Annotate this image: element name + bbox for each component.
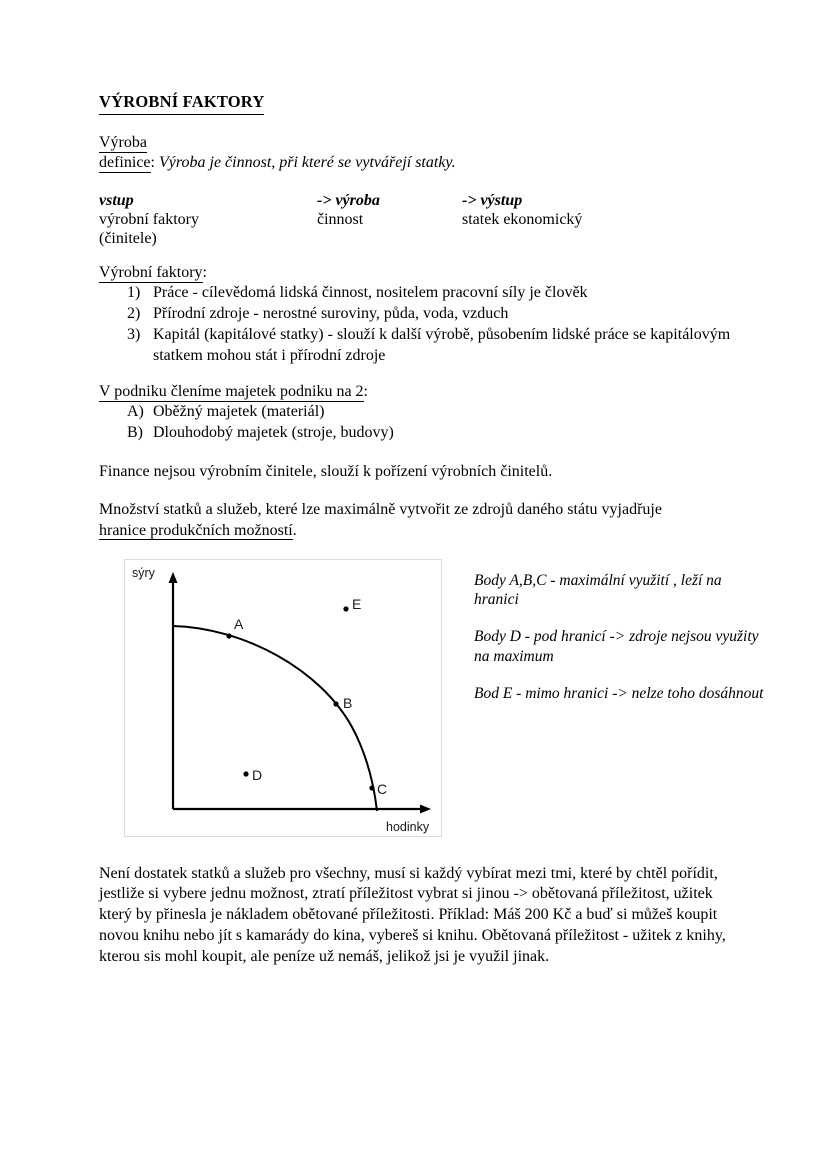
data-point-a	[226, 633, 231, 638]
factors-list	[99, 283, 749, 366]
io-process-heading: -> výroba	[317, 191, 380, 209]
page-title: VÝROBNÍ FAKTORY	[99, 92, 264, 115]
data-point-label-e: E	[352, 595, 362, 612]
section-assets	[99, 382, 749, 443]
definition-label: definice	[99, 153, 151, 171]
chart-annotations	[474, 571, 764, 704]
list-marker: 3)	[127, 326, 141, 344]
list-item	[99, 402, 749, 422]
data-point-e	[343, 606, 348, 611]
list-item	[99, 325, 749, 365]
y-axis-label: sýry	[132, 565, 155, 580]
vyroba-heading	[99, 133, 749, 153]
ppf-text-post: .	[292, 521, 297, 539]
chart-note-e: Bod E - mimo hranici -> nelze toho dosáhnout	[474, 684, 764, 702]
spacer	[99, 173, 749, 191]
ppf-term-underlined: hranice produkčních možností	[99, 521, 293, 539]
spacer	[99, 541, 749, 559]
ppf-chart	[124, 559, 444, 839]
io-process-value: činnost	[317, 210, 364, 228]
assets-heading-colon: :	[363, 382, 368, 400]
data-point-label-c: C	[377, 780, 388, 797]
list-item-text: Dlouhodobý majetek (stroje, budovy)	[153, 424, 394, 442]
data-point-label-b: B	[343, 694, 353, 711]
ppf-curve	[173, 626, 377, 811]
io-output-heading: -> výstup	[462, 191, 523, 209]
x-axis-label: hodinky	[386, 819, 430, 834]
list-item-text: Oběžný majetek (materiál)	[153, 402, 325, 420]
paragraph-ppf	[99, 500, 749, 540]
list-item	[99, 283, 749, 303]
y-axis-arrowhead	[169, 572, 178, 583]
list-marker: A)	[127, 402, 144, 420]
chart-note-d: Body D - pod hranicí -> zdroje nejsou využity na maximum	[474, 628, 759, 666]
spacer	[99, 482, 749, 500]
assets-list	[99, 402, 749, 443]
chart-note-abc: Body A,B,C - maximální využití , leží na hranici	[474, 571, 722, 609]
ppf-figure	[124, 559, 764, 839]
data-point-d	[243, 771, 248, 776]
list-marker: 2)	[127, 305, 141, 323]
io-body-row-second	[99, 229, 749, 248]
section-vyroba	[99, 133, 749, 173]
spacer	[99, 444, 749, 462]
spacer	[99, 248, 749, 263]
data-point-label-a: A	[234, 615, 244, 632]
list-item-text: Přírodní zdroje - nerostné suroviny, půda, voda, vzduch	[153, 305, 509, 323]
paragraph-scarcity: Není dostatek statků a služeb pro všechny, musí si každý vybírat mezi tmi, které by chtěl pořídit, jestliže si vybere jednu možnost, ztratí příležitost vybrat si jinou -> obětovaná příležitost, užitek který by přinesla je nákladem obětované příležitosti. Příklad: Máš 200 Kč a buď si můžeš koupit novou knihu nebo jít s kamarády do kina, vybereš si knihu. Obětovaná příležitost - užitek z knihy, kterou sis mohl koupit, ale peníze už nemáš, jelikož jsi je využil jinak.	[99, 864, 726, 965]
paragraph-finance: Finance nejsou výrobním činitele, slouží k pořízení výrobních činitelů.	[99, 463, 553, 481]
spacer	[99, 857, 749, 864]
io-header-row	[99, 191, 749, 210]
spacer	[99, 115, 749, 133]
io-input-value-2: (činitele)	[99, 229, 157, 247]
io-input-heading: vstup	[99, 191, 134, 209]
io-body-row	[99, 210, 749, 229]
list-marker: B)	[127, 424, 143, 442]
ppf-text-pre: Množství statků a služeb, které lze maximálně vytvořit ze zdrojů daného státu vyjadřuje	[99, 501, 662, 519]
section-factors	[99, 263, 749, 366]
definition-separator: :	[150, 153, 159, 171]
list-item-text: Kapitál (kapitálové statky) - slouží k další výrobě, působením lidské práce se kapitálovým statkem mohou stát i přírodní zdroje	[153, 326, 731, 364]
data-point-label-d: D	[252, 766, 263, 783]
list-marker: 1)	[127, 284, 141, 302]
spacer	[99, 839, 749, 857]
io-input-value: výrobní faktory	[99, 210, 199, 228]
list-item	[99, 304, 749, 324]
assets-heading	[99, 382, 749, 402]
factors-heading	[99, 263, 749, 283]
x-axis-arrowhead	[420, 804, 431, 813]
list-item	[99, 423, 749, 443]
vyroba-heading-text: Výroba	[99, 133, 147, 151]
data-point-c	[369, 785, 374, 790]
assets-heading-text: V podniku členíme majetek podniku na 2	[99, 382, 364, 400]
spacer	[99, 367, 749, 382]
document-content	[99, 92, 764, 968]
definition-text: Výroba je činnost, při které se vytvářejí statky.	[158, 153, 456, 171]
io-output-value: statek ekonomický	[462, 210, 583, 228]
vyroba-definition-line	[99, 153, 749, 173]
input-process-output-table	[99, 191, 749, 248]
factors-heading-colon: :	[202, 263, 207, 281]
data-point-b	[333, 701, 338, 706]
list-item-text: Práce - cílevědomá lidská činnost, nositelem pracovní síly je člověk	[153, 284, 588, 302]
factors-heading-text: Výrobní faktory	[99, 263, 203, 281]
